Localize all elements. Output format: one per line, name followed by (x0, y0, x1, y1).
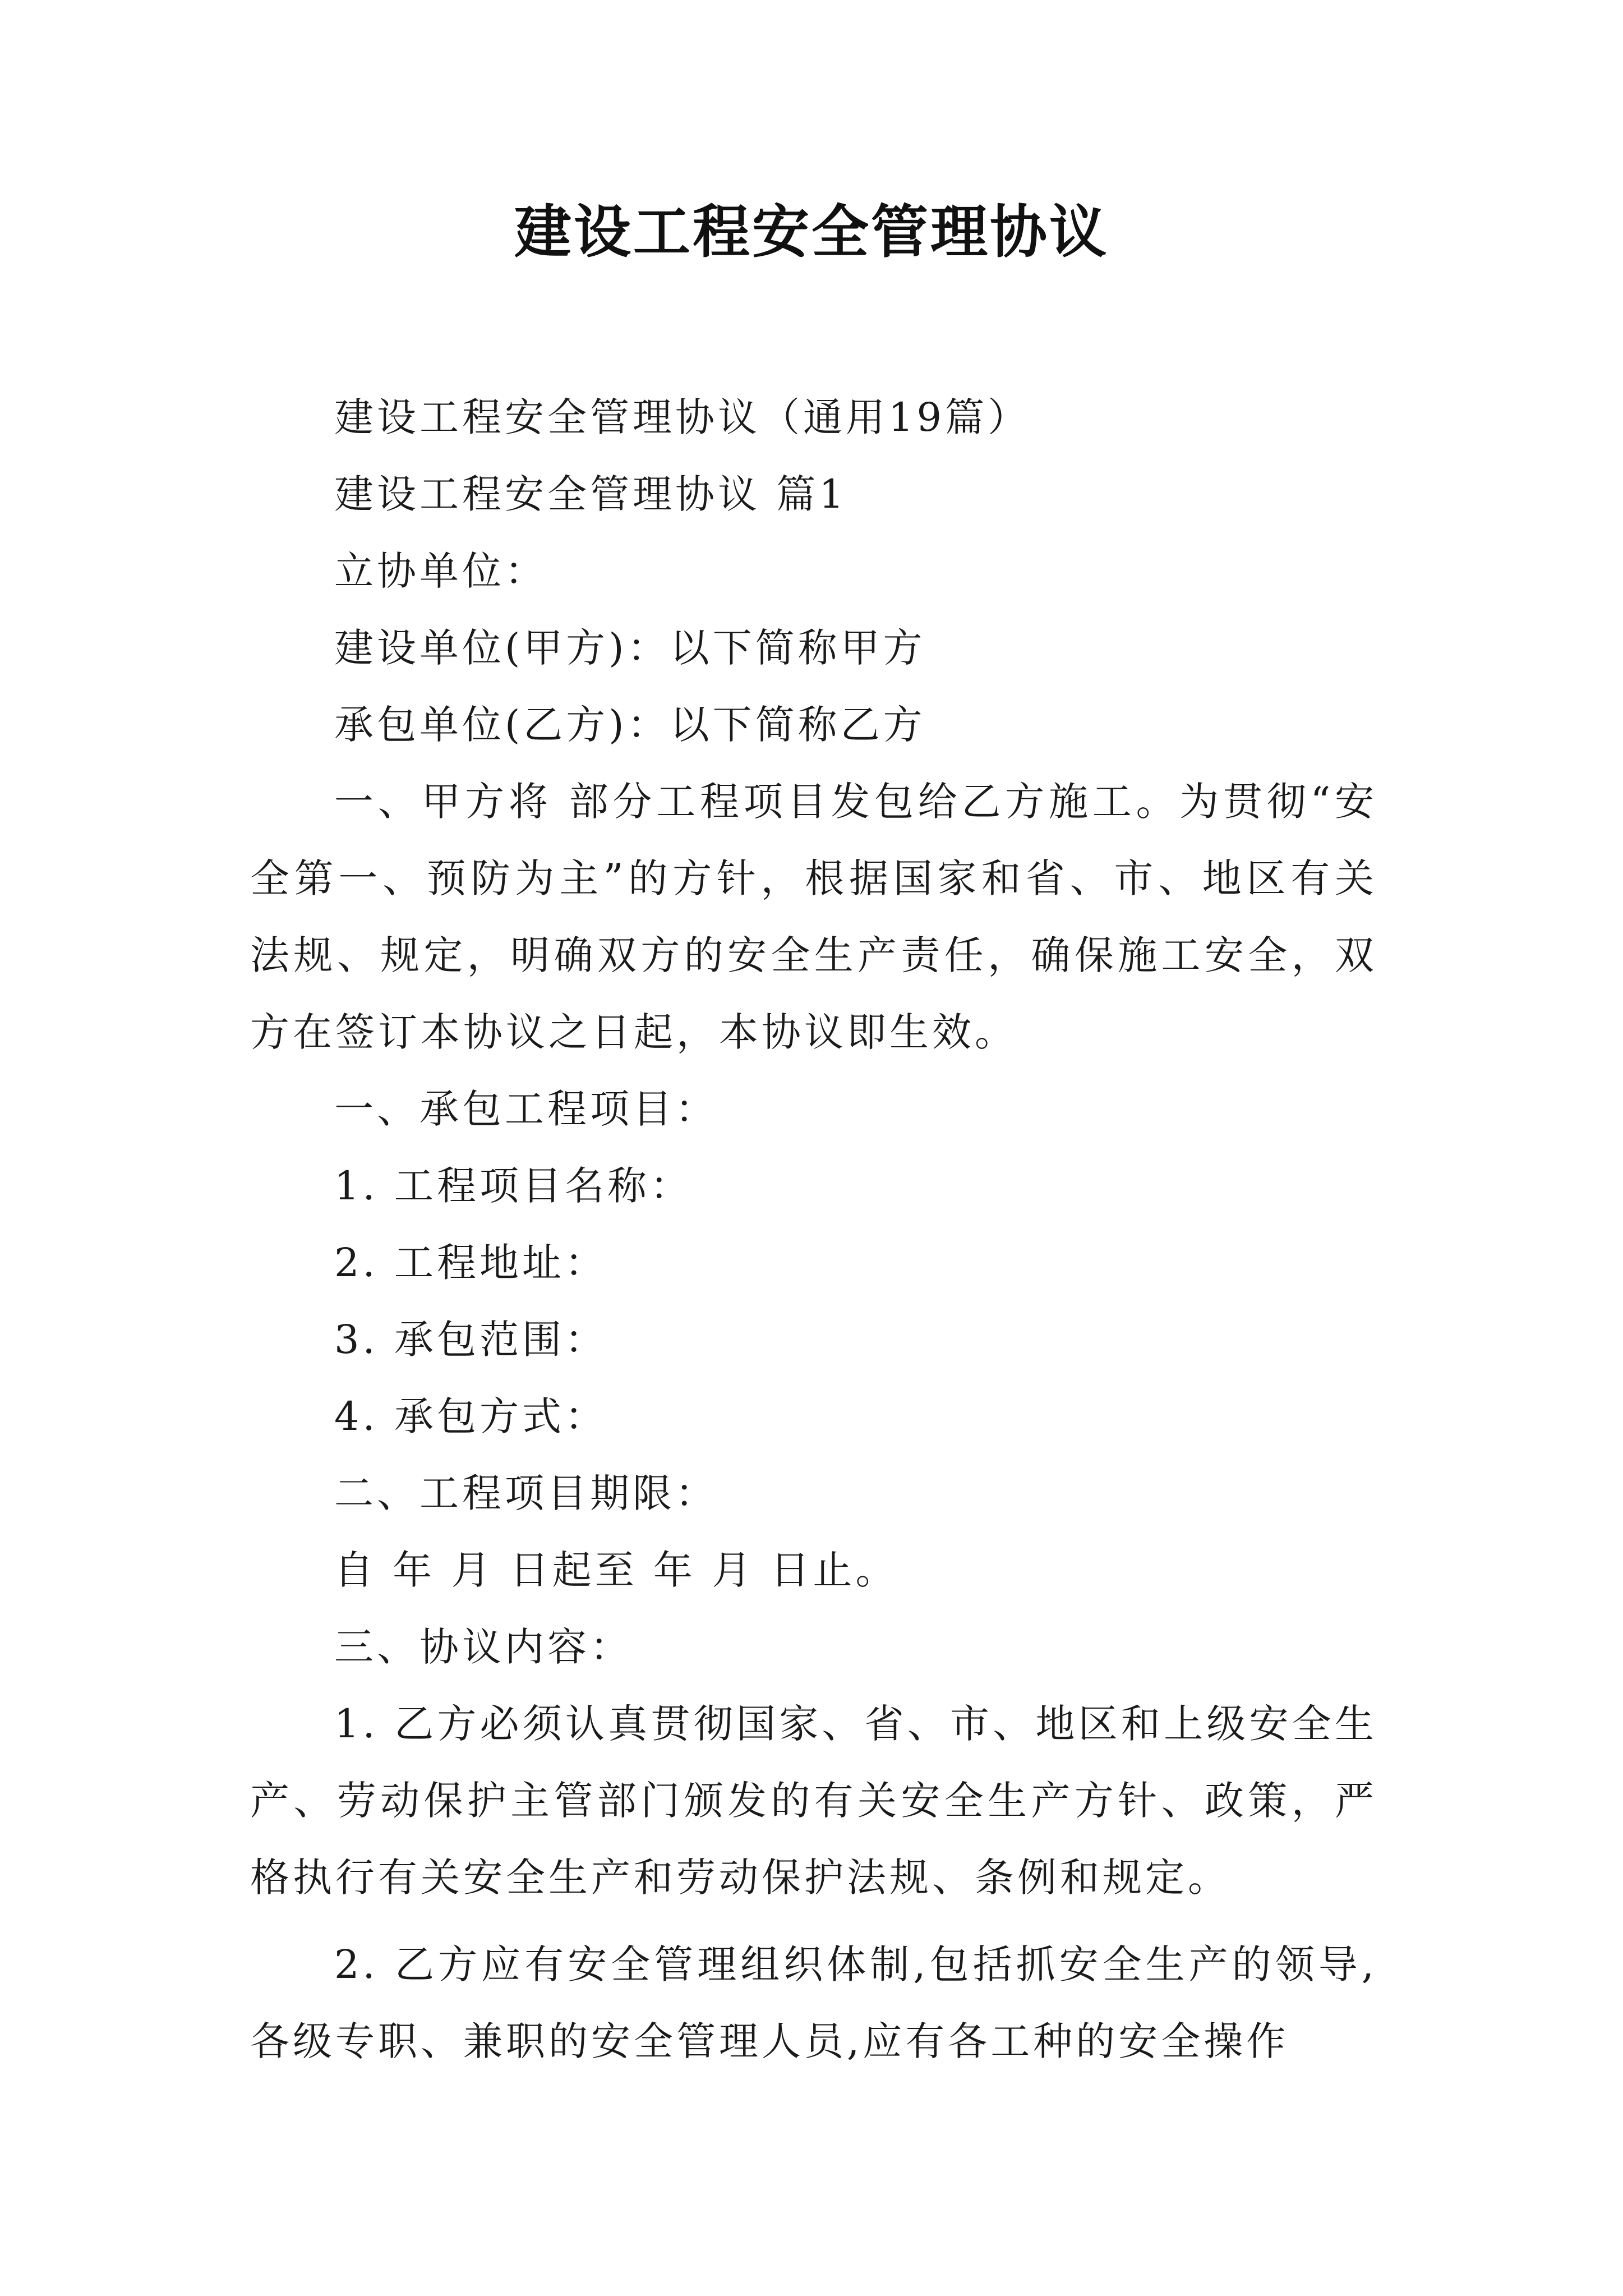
paragraph-project-method: 4. 承包方式： (334, 1393, 608, 1439)
paragraph-intro: 一、甲方将 部分工程项目发包给乙方施工。为贯彻“安全第一、预防为主”的方针，根据国家和省、市、地区有关法规、规定，明确双方的安全生产责任，确保施工安全，双方在签订本协议之日起，本协议即生效。 (250, 779, 1377, 1055)
paragraph-subtitle: 建设工程安全管理协议（通用19篇） (334, 394, 1031, 440)
paragraph-clause-2: 2. 乙方应有安全管理组织体制,包括抓安全生产的领导,各级专职、兼职的安全管理人员,应有各工种的安全操作 (250, 1941, 1377, 2064)
document-body (250, 379, 1377, 2080)
paragraph-project-address: 2. 工程地址： (334, 1240, 608, 1286)
paragraph-project-name: 1. 工程项目名称： (334, 1163, 693, 1209)
paragraph-clause-1: 1. 乙方必须认真贯彻国家、省、市、地区和上级安全生产、劳动保护主管部门颁发的有关安全生产方针、政策，严格执行有关安全生产和劳动保护法规、条例和规定。 (250, 1701, 1377, 1901)
paragraph-party-a: 建设单位(甲方)：以下简称甲方 (334, 625, 926, 671)
paragraph-section-heading: 建设工程安全管理协议 篇1 (334, 471, 847, 517)
paragraph-party-b: 承包单位(乙方)：以下简称乙方 (334, 702, 926, 748)
document-title: 建设工程安全管理协议 (514, 199, 1109, 266)
paragraph-content-heading: 三、协议内容： (334, 1624, 633, 1670)
paragraph-project-heading: 一、承包工程项目： (334, 1086, 718, 1132)
paragraph-project-scope: 3. 承包范围： (334, 1317, 608, 1363)
paragraph-parties-label: 立协单位： (334, 548, 547, 594)
paragraph-term-heading: 二、工程项目期限： (334, 1470, 718, 1516)
paragraph-term-dates: 自 年 月 日起至 年 月 日止。 (334, 1547, 898, 1593)
